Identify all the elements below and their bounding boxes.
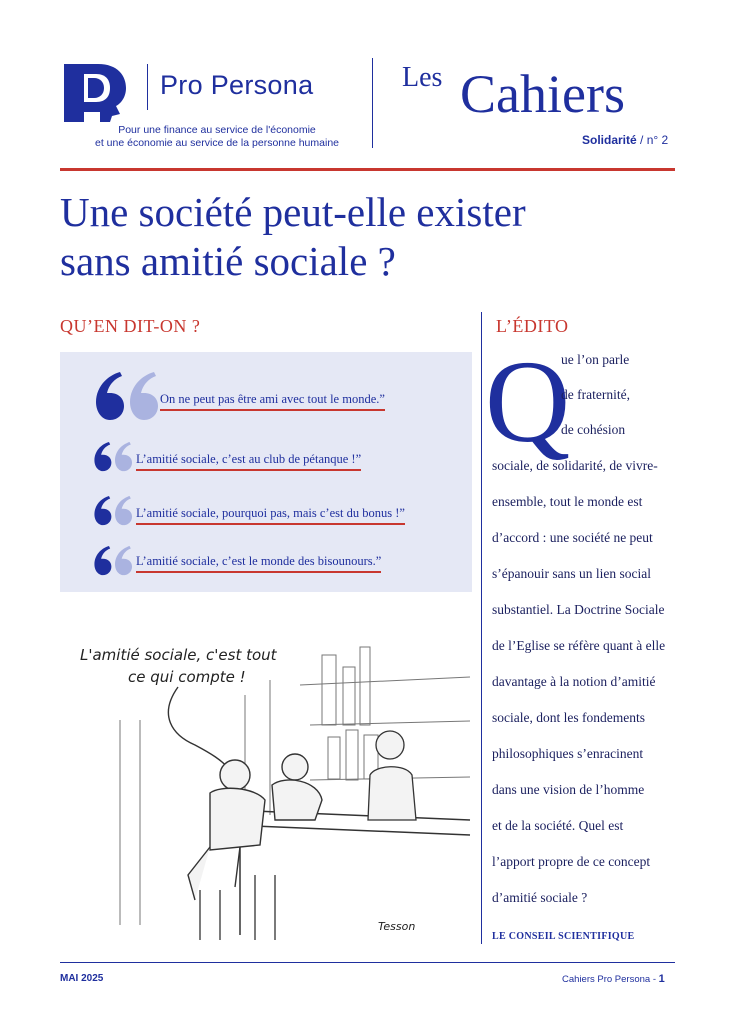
footer-publication-name: Cahiers Pro Persona -	[562, 974, 656, 985]
artist-signature: Tesson	[378, 920, 416, 933]
cartoon-caption-line-2: ce qui compte !	[128, 668, 246, 686]
edito-line: d’amitié sociale ?	[492, 890, 588, 905]
quotes-heading: QU’EN DIT-ON ?	[60, 316, 201, 336]
column-divider	[481, 312, 482, 944]
header-divider	[372, 58, 373, 148]
logo-divider	[147, 64, 148, 110]
page-number: 1	[658, 973, 665, 985]
header-rule	[60, 168, 675, 171]
edito-line: d’accord : une société ne peut	[492, 530, 653, 545]
pro-persona-logo	[60, 62, 130, 124]
edito-line: ensemble, tout le monde est	[492, 494, 643, 509]
edito-drop-cap: Q	[485, 336, 571, 467]
edito-line: de l’Eglise se réfère quant à elle	[492, 638, 666, 653]
quote-text: L’amitié sociale, c’est le monde des bisounours.”	[136, 554, 381, 573]
quote-text: L’amitié sociale, c’est au club de pétanque !”	[136, 452, 361, 471]
title-line-2: sans amitié sociale ?	[60, 238, 396, 284]
quote-mark-icon	[92, 366, 158, 424]
edito-line: de fraternité,	[561, 387, 630, 402]
quote-mark-icon	[92, 492, 132, 528]
quote-text: On ne peut pas être ami avec tout le monde.”	[160, 392, 385, 411]
issue-number: / n° 2	[640, 133, 669, 147]
edito-heading: L’ÉDITO	[496, 316, 569, 336]
title-line-1: Une société peut-elle exister	[60, 189, 526, 235]
series-label	[582, 133, 668, 147]
quotes-panel	[60, 352, 472, 592]
edito-line: sociale, de solidarité, de vivre-	[492, 458, 658, 473]
edito-line: substantiel. La Doctrine Sociale	[492, 602, 665, 617]
tagline-line-1: Pour une finance au service de l'économie	[118, 124, 316, 136]
brand-name: Pro Persona	[160, 70, 314, 100]
publication-prefix: Les	[402, 62, 443, 93]
tagline-line-2: et une économie au service de la personne humaine	[95, 137, 339, 149]
quote-mark-icon	[92, 438, 132, 474]
series-name: Solidarité	[582, 133, 637, 147]
cartoon-illustration	[60, 625, 472, 945]
edito-line: et de la société. Quel est	[492, 818, 624, 833]
edito-line: s’épanouir sans un lien social	[492, 566, 651, 581]
publication-title: Cahiers	[460, 64, 625, 124]
edito-line: philosophiques s’enracinent	[492, 746, 644, 761]
footer-date: MAI 2025	[60, 973, 104, 984]
brand-tagline	[72, 124, 362, 150]
edito-line: sociale, dont les fondements	[492, 710, 645, 725]
edito-line: de cohésion	[561, 422, 626, 437]
edito-line: l’apport propre de ce concept	[492, 854, 651, 869]
edito-signature: LE CONSEIL SCIENTIFIQUE	[492, 931, 635, 942]
cartoon-caption-line-1: L'amitié sociale, c'est tout	[80, 646, 277, 664]
edito-line: davantage à la notion d’amitié	[492, 674, 656, 689]
footer-publication	[562, 973, 665, 985]
edito-line: dans une vision de l’homme	[492, 782, 645, 797]
page-title	[60, 188, 670, 286]
footer-rule	[60, 962, 675, 963]
edito-line: ue l’on parle	[561, 352, 630, 367]
quote-text: L’amitié sociale, pourquoi pas, mais c’est du bonus !”	[136, 506, 405, 525]
quote-mark-icon	[92, 542, 132, 578]
